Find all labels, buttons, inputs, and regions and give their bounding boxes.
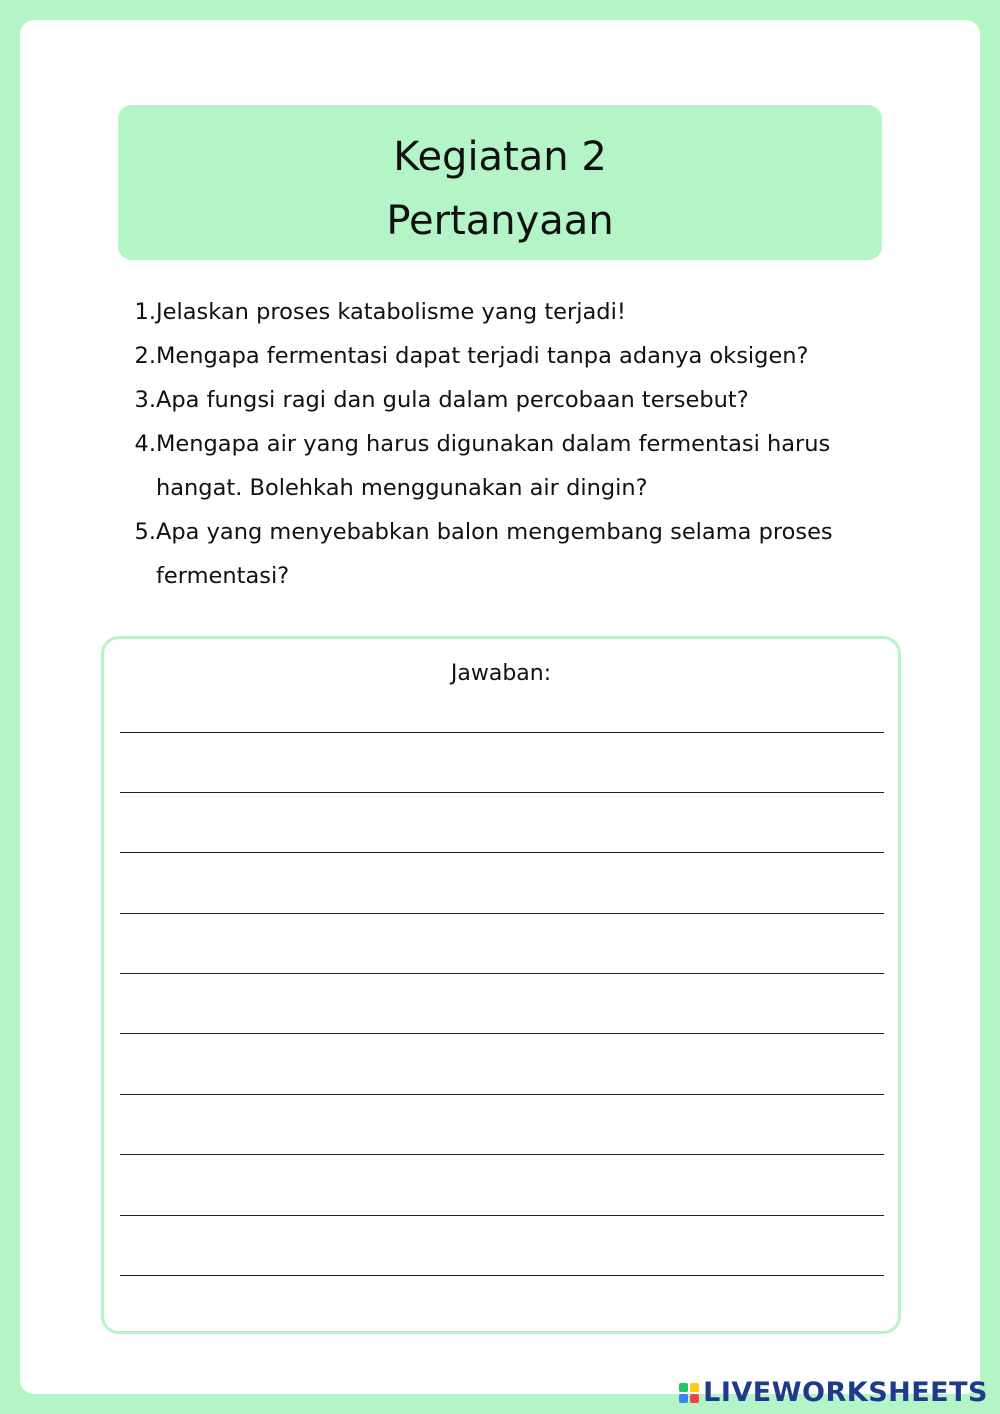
answer-line[interactable] bbox=[120, 852, 884, 853]
page-subtitle: Pertanyaan bbox=[386, 198, 614, 244]
question-item bbox=[120, 334, 900, 378]
brand-text: LIVEWORKSHEETS bbox=[703, 1377, 988, 1408]
answer-line[interactable] bbox=[120, 913, 884, 914]
page-title: Kegiatan 2 bbox=[393, 134, 607, 180]
answer-line[interactable] bbox=[120, 1154, 884, 1155]
question-text: Apa fungsi ragi dan gula dalam percobaan tersebut? bbox=[156, 387, 749, 413]
question-number: 1. bbox=[134, 299, 156, 325]
question-text: Mengapa fermentasi dapat terjadi tanpa adanya oksigen? bbox=[156, 343, 809, 369]
question-text: Jelaskan proses katabolisme yang terjadi! bbox=[156, 299, 626, 325]
answer-line[interactable] bbox=[120, 1275, 884, 1276]
question-list bbox=[120, 290, 900, 598]
answer-line[interactable] bbox=[120, 732, 884, 733]
question-item bbox=[120, 378, 900, 422]
question-number: 5. bbox=[134, 519, 156, 545]
answer-line[interactable] bbox=[120, 792, 884, 793]
question-item bbox=[120, 510, 900, 598]
question-item bbox=[120, 422, 900, 510]
answer-label: Jawaban: bbox=[450, 661, 552, 686]
answer-box[interactable] bbox=[101, 636, 901, 1334]
question-number: 2. bbox=[134, 343, 156, 369]
question-text: Mengapa air yang harus digunakan dalam fermentasi harus hangat. Bolehkah menggunakan air dingin? bbox=[156, 431, 831, 501]
answer-line[interactable] bbox=[120, 1033, 884, 1034]
answer-line[interactable] bbox=[120, 1094, 884, 1095]
answer-line[interactable] bbox=[120, 973, 884, 974]
question-number: 4. bbox=[134, 431, 156, 457]
title-banner bbox=[118, 105, 882, 260]
answer-line[interactable] bbox=[120, 1215, 884, 1216]
question-text: Apa yang menyebabkan balon mengembang selama proses fermentasi? bbox=[156, 519, 833, 589]
liveworksheets-logo-icon bbox=[679, 1383, 699, 1403]
question-number: 3. bbox=[134, 387, 156, 413]
brand-watermark[interactable] bbox=[679, 1377, 988, 1408]
question-item bbox=[120, 290, 900, 334]
